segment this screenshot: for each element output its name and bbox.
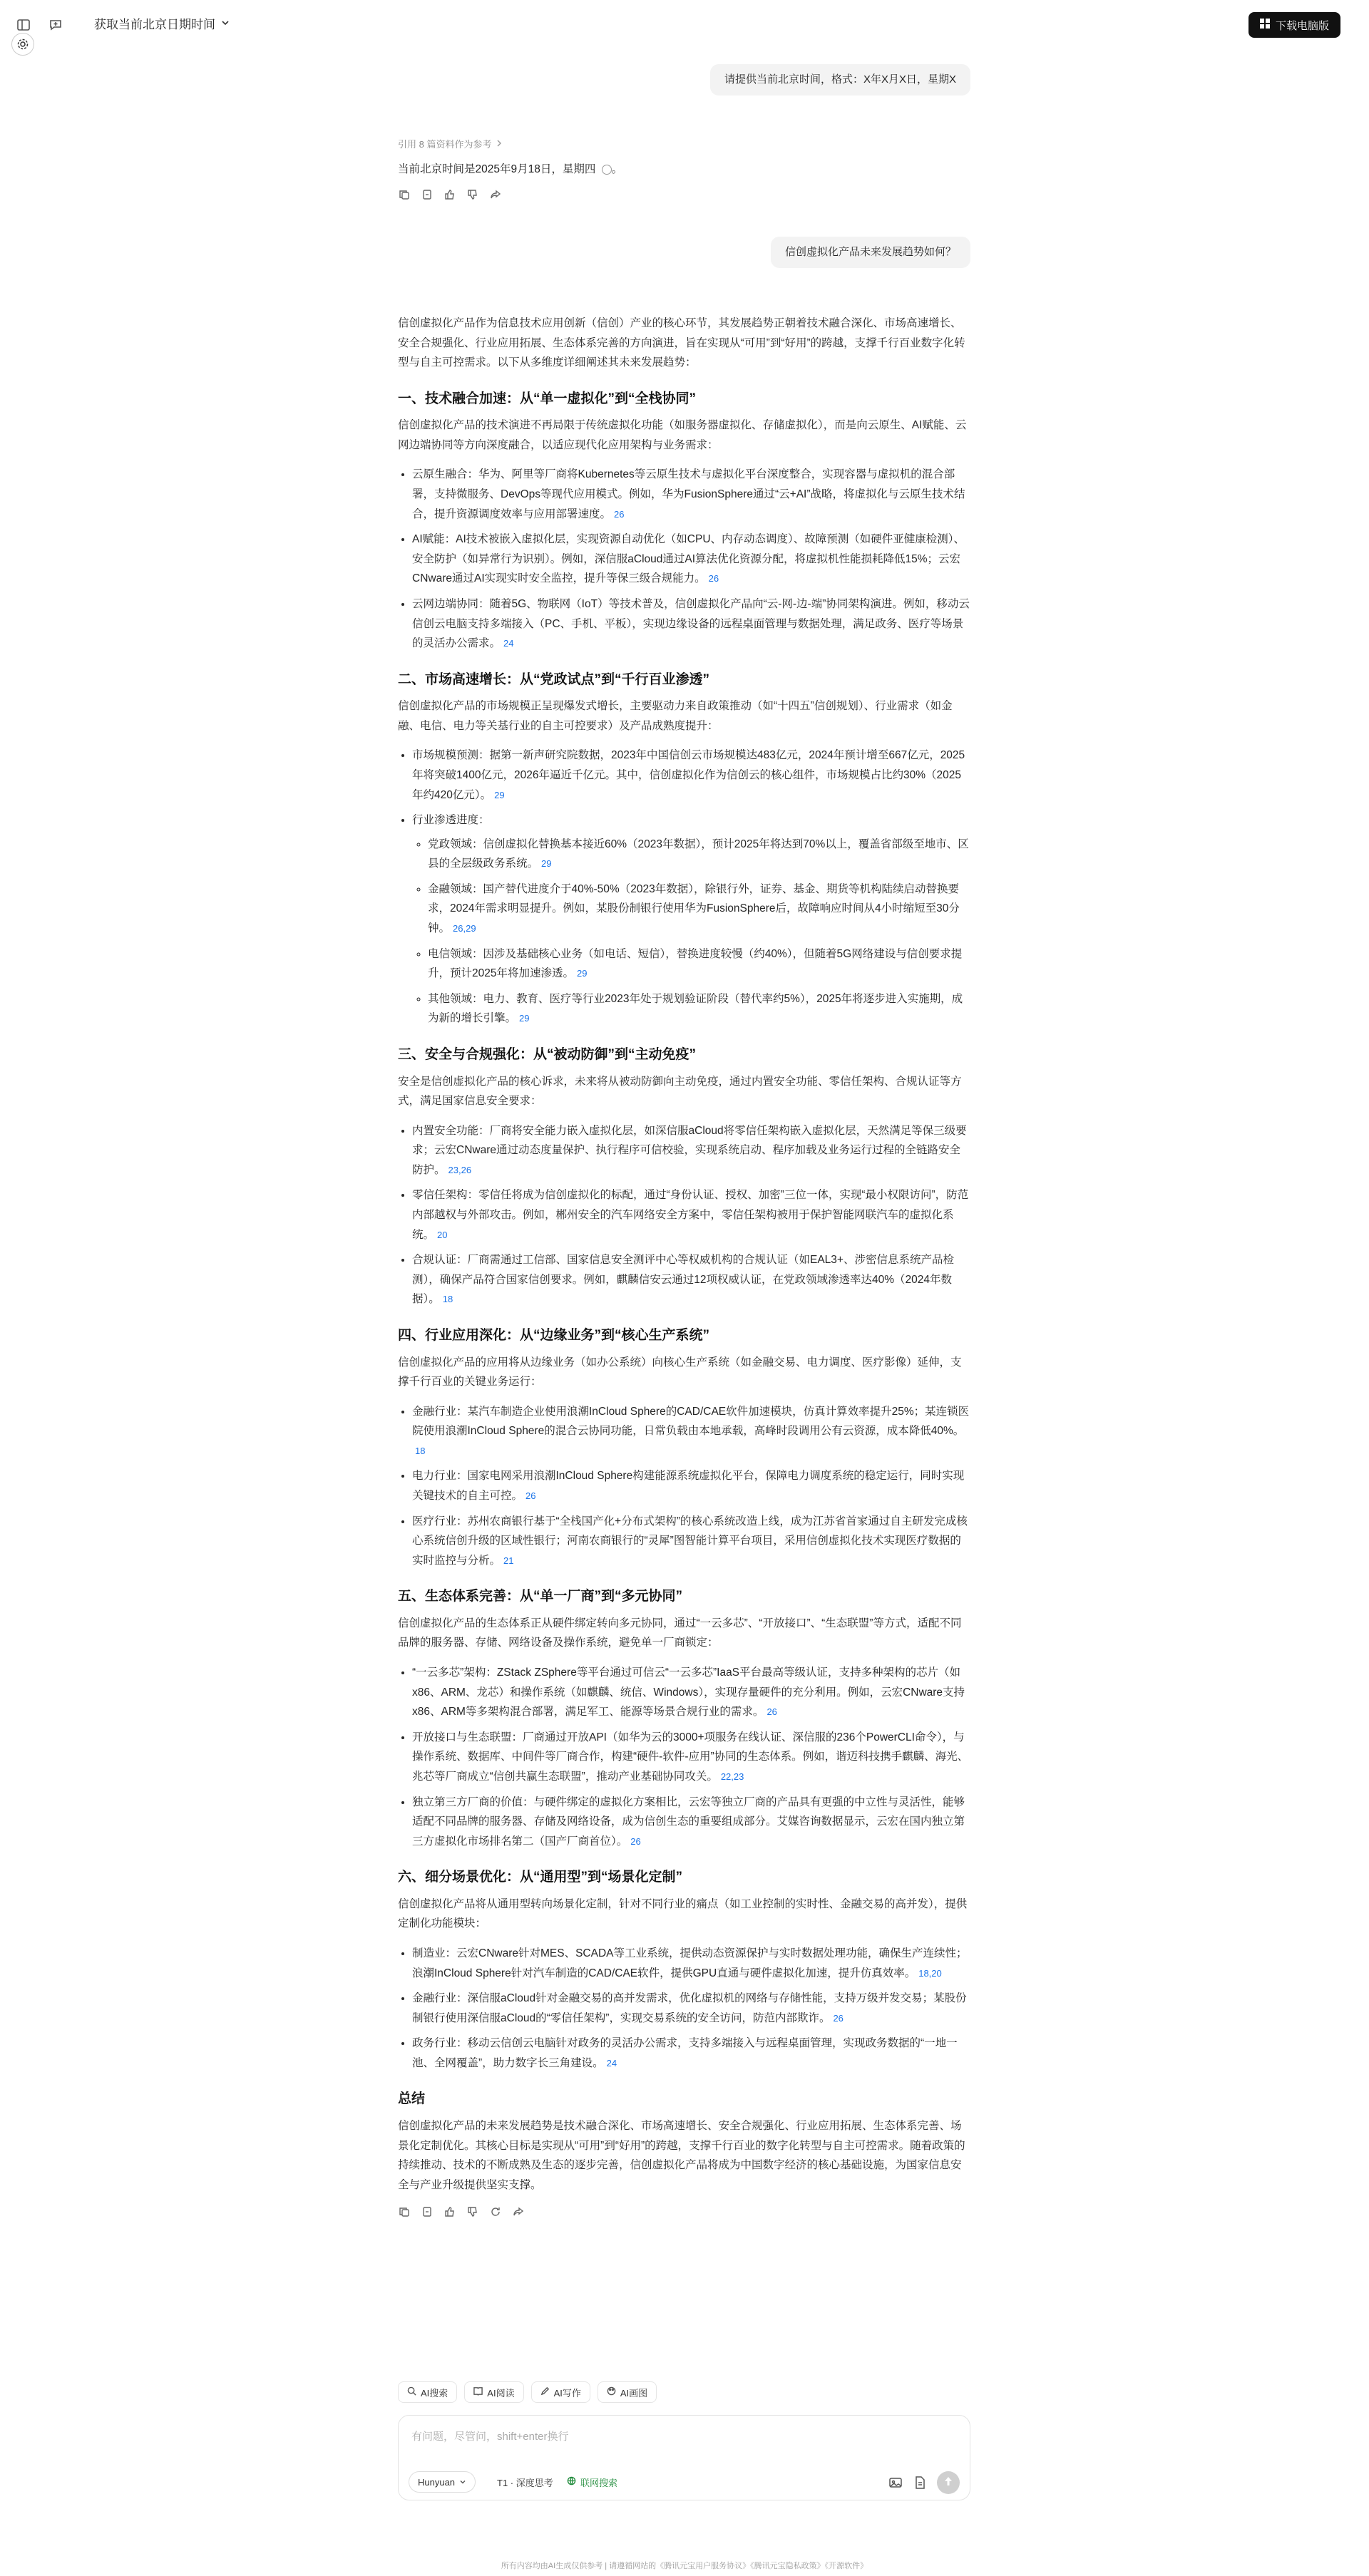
section-list — [398, 465, 970, 653]
citation-link[interactable]: 18,20 — [918, 1967, 942, 1979]
answer-intro: 信创虚拟化产品作为信息技术应用创新（信创）产业的核心环节，其发展趋势正朝着技术融合深化、市场高速增长、安全合规强化、行业应用拓展、生态体系完善的方向演进，旨在实现从“可用”到“好用”的跨越，支撑千行百业数字化转型与自主可控需求。以下从多维度详细阐述其未来发展趋势： — [398, 317, 965, 369]
top-bar — [0, 0, 1369, 50]
search-icon — [407, 2386, 416, 2398]
list-item-text: 金融行业：深信服aCloud针对金融交易的高并发需求，优化虚拟机的网络与存储性能，支持万级并发交易；某股份制银行使用深信服aCloud的“零信任架构”，实现交易系统的安全访问，防范内部欺诈。 — [412, 1992, 967, 2024]
conversation-title[interactable] — [94, 14, 230, 32]
thumbs-down-icon[interactable] — [466, 189, 478, 201]
citation-link[interactable]: 26 — [833, 2012, 844, 2024]
regenerate-icon[interactable] — [489, 2206, 501, 2218]
citation-link[interactable]: 26 — [630, 1835, 641, 1847]
citation-link[interactable]: 26 — [525, 1490, 536, 1501]
input-placeholder: 有问题，尽管问，shift+enter换行 — [411, 2431, 569, 2443]
section-heading: 六、细分场景优化：从“通用型”到“场景化定制” — [398, 1870, 683, 1885]
section-heading: 二、市场高速增长：从“党政试点”到“千行百业渗透” — [398, 671, 710, 687]
list-item-text: 制造业：云宏CNware针对MES、SCADA等工业系统，提供动态资源保护与实时数据处理功能，确保生产连续性；浪潮InCloud Sphere针对汽车制造的CAD/CAE软件，提供GPU直通与硬件虚拟化加速，提升仿真效率。 — [412, 1947, 968, 1979]
user-message-bubble: 请提供当前北京时间，格式：X年X月X日，星期X — [710, 64, 970, 96]
section-heading: 四、行业应用深化：从“边缘业务”到“核心生产系统” — [398, 1327, 710, 1343]
citation-link[interactable]: 20 — [437, 1229, 448, 1240]
chevron-down-icon — [459, 2477, 466, 2488]
list-item-text: 独立第三方厂商的价值：与硬件绑定的虚拟化方案相比，云宏等独立厂商的产品具有更强的中立性与灵活性，能够适配不同品牌的服务器、存储及网络设备，成为信创生态的重要组成部分。艾媒咨询数据显示，云宏在国内独立第三方虚拟化市场排名第二（国产厂商首位）。 — [412, 1796, 965, 1848]
citation-link[interactable]: 23,26 — [448, 1164, 472, 1175]
list-item — [412, 1663, 970, 1722]
tool-bar — [398, 2381, 970, 2404]
citation-link[interactable]: 18 — [442, 1294, 453, 1305]
bookmark-icon[interactable] — [421, 2206, 433, 2218]
section-paragraph: 信创虚拟化产品的市场规模正呈现爆发式增长，主要驱动力来自政策推动（如“十四五”信创规划）、行业需求（如金融、电信、电力等关基行业的自主可控要求）及产品成熟度提升： — [398, 700, 953, 732]
section-list — [398, 1402, 970, 1571]
conversation-title-text: 获取当前北京日期时间 — [94, 18, 215, 31]
list-item — [412, 1512, 970, 1571]
sub-list-item — [428, 989, 970, 1029]
section-paragraph: 信创虚拟化产品将从通用型转向场景化定制，针对不同行业的痛点（如工业控制的实时性、金融交易的高并发），提供定制化功能模块： — [398, 1897, 968, 1930]
user-message-1 — [398, 64, 970, 96]
section-list — [398, 1121, 970, 1309]
list-item-text: AI赋能：AI技术被嵌入虚拟化层，实现资源自动优化（如CPU、内存动态调度）、故障预测（如硬件亚健康检测）、安全防护（如异常行为识别）。例如，深信服aCloud通过AI算法优化资源分配，将虚拟机性能损耗降低15%；云宏CNware通过AI实现实时安全监控，提升等保三级合规能力。 — [412, 533, 965, 585]
chevron-down-icon — [221, 16, 230, 31]
list-item-text: 云原生融合：华为、阿里等厂商将Kubernetes等云原生技术与虚拟化平台深度整合，实现容器与虚拟机的混合部署，支持微服务、DevOps等现代应用模式。例如，华为FusionSphere通过“云+AI”战略，将虚拟化与云原生技术结合，提升资源调度效率与应用部署速度。 — [412, 468, 965, 520]
summary-heading: 总结 — [398, 2091, 426, 2107]
citation-link[interactable]: 24 — [503, 638, 514, 649]
section-paragraph: 信创虚拟化产品的应用将从边缘业务（如办公系统）向核心生产系统（如金融交易、电力调度、医疗影像）延伸，支撑千行百业的关键业务运行： — [398, 1356, 962, 1389]
list-item-text: 金融行业：某汽车制造企业使用浪潮InCloud Sphere的CAD/CAE软件加速模块，仿真计算效率提升25%；某连锁医院使用浪潮InCloud Sphere的混合云协同功能，日常负载由本地承载，高峰时段调用公有云资源，成本降低40%。 — [412, 1405, 970, 1438]
sub-item-text: 金融领域：国产替代进度介于40%-50%（2023年数据），除银行外，证券、基金、期货等机构陆续启动替换要求，2024年需求明显提升。例如，某股份制银行使用华为FusionSphere后，故障响应时间从4小时缩短至30分钟。 — [428, 882, 960, 935]
list-item — [412, 1185, 970, 1245]
download-label: 下载电脑版 — [1275, 19, 1329, 32]
palette-icon — [607, 2386, 616, 2398]
section-heading: 一、技术融合加速：从“单一虚拟化”到“全栈协同” — [398, 391, 697, 406]
list-item — [412, 746, 970, 805]
list-item-text: 内置安全功能：厂商将安全能力嵌入虚拟化层，如深信服aCloud将零信任架构嵌入虚拟化层，天然满足等保三级要求；云宏CNware通过动态度量保护、执行程序可信校验，实现系统启动、程序加载及业务运行过程的全链路安全防护。 — [412, 1124, 967, 1176]
sidebar-toggle-icon[interactable] — [16, 17, 31, 33]
list-item — [412, 1466, 970, 1505]
sub-list — [412, 835, 970, 1029]
sub-item-text: 电信领域：因涉及基础核心业务（如电话、短信），替换进度较慢（约40%），但随着5G网络建设与信创要求提升，预计2025年将加速渗透。 — [428, 947, 963, 980]
book-icon — [473, 2386, 483, 2398]
ai-reading-tool[interactable] — [464, 2381, 523, 2403]
web-search-toggle[interactable] — [560, 2471, 625, 2493]
tool-label: AI写作 — [553, 2387, 581, 2399]
copy-icon[interactable] — [398, 2206, 410, 2218]
citation-link[interactable]: 26 — [766, 1706, 777, 1718]
section-paragraph: 信创虚拟化产品的生态体系正从硬件绑定转向多元协同，通过“一云多芯”、“开放接口”、“生态联盟”等方式，适配不同品牌的服务器、存储、网络设备及操作系统，避免单一厂商锁定： — [398, 1617, 962, 1649]
thumbs-down-icon[interactable] — [466, 2206, 478, 2218]
send-button[interactable] — [937, 2471, 960, 2494]
model-label: Hunyuan — [418, 2476, 456, 2488]
list-item — [412, 2034, 970, 2073]
citation-link[interactable]: 29 — [541, 858, 552, 870]
tool-label: AI阅读 — [487, 2387, 515, 2399]
list-item-text: 开放接口与生态联盟：厂商通过开放API（如华为云的3000+项服务在线认证、深信服的236个PowerCLI命令），与操作系统、数据库、中间件等厂商合作，构建“硬件-软件-应用”协同的生态体系。例如，谐迈科技携手麒麟、海光、兆芯等厂商成立“信创共赢生态联盟”，推动产业基础协同攻关。 — [412, 1731, 969, 1783]
image-upload-icon[interactable] — [888, 2475, 903, 2490]
windows-icon — [1260, 19, 1270, 31]
list-item-text: 零信任架构：零信任将成为信创虚拟化的标配，通过“身份认证、授权、加密”三位一体，实现“最小权限访问”，防范内部越权与外部攻击。例如，郴州安全的汽车网络安全方案中，零信任架构被用于保护智能网联汽车的虚拟化系统。 — [412, 1189, 969, 1241]
list-item — [412, 1793, 970, 1852]
citation-link[interactable]: 24 — [606, 2057, 617, 2068]
section-list — [398, 1944, 970, 2073]
citation-link[interactable]: 26,29 — [453, 923, 476, 934]
assistant-message-1 — [398, 137, 970, 202]
list-item-text: 市场规模预测：据第一新声研究院数据，2023年中国信创云市场规模达483亿元，2024年预计增至667亿元，2025年将突破1400亿元，2026年逼近千亿元。其中，信创虚拟化作为信创云的核心组件，市场规模占比约30%（2025年约420亿元）。 — [412, 749, 965, 801]
copy-icon[interactable] — [398, 189, 410, 201]
list-item-text: 政务行业：移动云信创云电脑针对政务的灵活办公需求，支持多端接入与远程桌面管理，实现政务数据的“一地一池、全网覆盖”，助力数字长三角建设。 — [412, 2037, 958, 2069]
deep-think-toggle[interactable]: T1 · 深度思考 — [497, 2477, 553, 2488]
ai-search-tool[interactable] — [398, 2381, 457, 2403]
message-input[interactable] — [398, 2415, 970, 2500]
summary-paragraph: 信创虚拟化产品的未来发展趋势是技术融合深化、市场高速增长、安全合规强化、行业应用拓展、生态体系完善、场景化定制优化。其核心目标是实现从“可用”到“好用”的跨越，支撑千行百业的数字化转型与自主可控需求。随着政策的持续推动、技术的不断成熟及生态的逐步完善，信创虚拟化产品将成为中国数字经济的核心基础设施，为国家信息安全与产业升级提供坚实支撑。 — [398, 2120, 965, 2191]
section-list — [398, 1663, 970, 1851]
list-item — [412, 465, 970, 524]
list-item-text: 行业渗透进度： — [412, 814, 490, 827]
message-actions-2 — [398, 2205, 970, 2219]
list-item — [412, 594, 970, 654]
send-arrow-icon — [943, 2476, 953, 2490]
thumbs-up-icon[interactable] — [443, 2206, 456, 2218]
list-item — [412, 1250, 970, 1309]
list-item-text: “一云多芯”架构：ZStack ZSphere等平台通过可信云“一云多芯”IaaS平台最高等级认证，支持多种架构的芯片（如x86、ARM、龙芯）和操作系统（如麒麟、统信、Windows），实现存量硬件的充分利用。例如，云宏CNware支持x86、ARM等多架构混合部署，满足军工、能源等场景合规行业的需求。 — [412, 1666, 965, 1719]
section-paragraph: 安全是信创虚拟化产品的核心诉求，未来将从被动防御向主动免疫，通过内置安全功能、零信任架构、合规认证等方式，满足国家信息安全要求： — [398, 1075, 962, 1108]
citation-link[interactable]: 26 — [614, 508, 625, 520]
share-icon[interactable] — [489, 189, 501, 201]
message-actions-1 — [398, 187, 970, 202]
file-upload-icon[interactable] — [913, 2475, 927, 2490]
user-message-2 — [398, 237, 970, 268]
sub-item-text: 党政领域：信创虚拟化替换基本接近60%（2023年数据），预计2025年将达到70%以上，覆盖省部级至地市、区县的全层级政务系统。 — [428, 838, 969, 870]
ai-drawing-tool[interactable] — [598, 2381, 657, 2403]
citation-link[interactable]: 26 — [708, 573, 719, 584]
sub-item-text: 其他领域：电力、教育、医疗等行业2023年处于规划验证阶段（替代率约5%），2025年将逐步进入实施期，成为新的增长引擎。 — [428, 992, 963, 1025]
ai-writing-tool[interactable] — [531, 2381, 590, 2403]
pen-icon — [540, 2386, 550, 2398]
list-item — [412, 530, 970, 589]
sub-list-item — [428, 944, 970, 984]
new-chat-icon[interactable] — [48, 17, 63, 33]
tool-label: AI搜索 — [421, 2387, 448, 2399]
sub-list-item — [428, 880, 970, 939]
section-paragraph: 信创虚拟化产品的技术演进不再局限于传统虚拟化功能（如服务器虚拟化、存储虚拟化），而是向云原生、AI赋能、云网边端协同等方向深度融合，以适应现代化应用架构与业务需求： — [398, 419, 967, 451]
list-item — [412, 1728, 970, 1787]
bookmark-icon[interactable] — [421, 189, 433, 201]
sub-list-item — [428, 835, 970, 874]
footer-disclaimer: 所有内容均由AI生成仅供参考 | 请遵循网站的《腾讯元宝用户服务协议》《腾讯元宝隐私政策》《开源软件》 — [501, 2562, 868, 2570]
download-desktop-button[interactable] — [1248, 12, 1340, 38]
user-message-bubble: 信创虚拟化产品未来发展趋势如何？ — [771, 237, 970, 268]
list-item-text: 云网边端协同：随着5G、物联网（IoT）等技术普及，信创虚拟化产品向“云-网-边-端”协同架构演进。例如，移动云信创云电脑支持多端接入（PC、手机、平板），实现边缘设备的远程桌面管理与数据处理，满足政务、医疗等场景的灵活办公需求。 — [412, 597, 970, 650]
assistant-answer-text: 当前北京时间是2025年9月18日，星期四 。 — [398, 163, 623, 175]
list-item-text: 医疗行业：苏州农商银行基于“全栈国产化+分布式架构”的核心系统改造上线，成为江苏省首家通过自主研发完成核心系统信创升级的区域性银行；河南农商银行的“灵犀”图智能计算平台项目，采用信创虚拟化技术实现医疗数据的实时监控与分析。 — [412, 1515, 968, 1567]
list-item-text: 合规认证：厂商需通过工信部、国家信息安全测评中心等权威机构的合规认证（如EAL3+、涉密信息系统产品检测），确保产品符合国家信创要求。例如，麒麟信安云通过12项权威认证，在党政领域渗透率达40%（2024年数据）。 — [412, 1254, 954, 1306]
settings-gear-icon[interactable] — [11, 33, 34, 56]
list-item — [412, 1121, 970, 1180]
citation-link[interactable]: 22,23 — [720, 1771, 744, 1782]
globe-icon — [567, 2476, 576, 2488]
list-item — [412, 1402, 970, 1461]
list-item-text: 电力行业：国家电网采用浪潮InCloud Sphere构建能源系统虚拟化平台，保障电力调度系统的稳定运行，同时实现关键技术的自主可控。 — [412, 1470, 965, 1502]
list-item — [412, 810, 970, 1029]
assistant-message-2 — [398, 314, 970, 2219]
section-heading: 三、安全与合规强化：从“被动防御”到“主动免疫” — [398, 1046, 697, 1062]
citation-link[interactable]: 18 — [415, 1445, 426, 1456]
answer-1-text: 当前北京时间是2025年9月18日，星期四 — [398, 163, 596, 175]
thumbs-up-icon[interactable] — [443, 189, 456, 201]
citation-link[interactable]: 21 — [503, 1555, 514, 1566]
citation-link[interactable]: 29 — [576, 968, 588, 979]
list-item — [412, 1989, 970, 2028]
section-list — [398, 746, 970, 1029]
reference-count[interactable] — [398, 137, 970, 150]
share-icon[interactable] — [512, 2206, 524, 2218]
web-search-label: 联网搜索 — [580, 2477, 618, 2488]
source-badge-icon[interactable] — [602, 165, 612, 175]
model-selector[interactable] — [409, 2471, 476, 2493]
citation-link[interactable]: 29 — [519, 1013, 530, 1024]
section-heading: 五、生态体系完善：从“单一厂商”到“多元协同” — [398, 1589, 683, 1604]
reference-label: 引用 8 篇资料作为参考 — [398, 139, 492, 150]
chevron-right-icon — [496, 138, 503, 149]
composer — [398, 2381, 970, 2488]
tool-label: AI画图 — [620, 2387, 648, 2399]
citation-link[interactable]: 29 — [494, 789, 505, 800]
list-item — [412, 1944, 970, 1983]
